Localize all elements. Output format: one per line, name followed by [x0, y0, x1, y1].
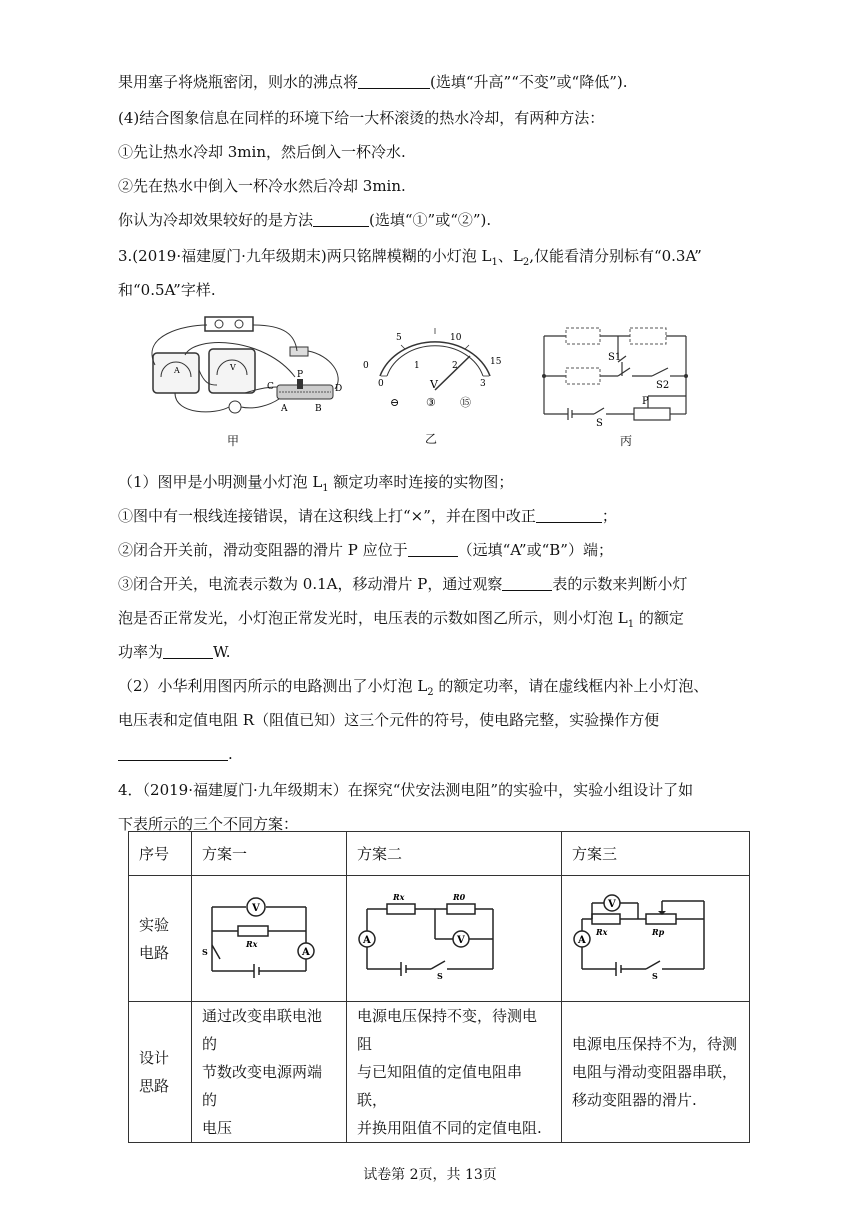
part1-item1 [118, 506, 617, 526]
text: 额定功率时连接的实物图； [328, 473, 514, 491]
idea-cell-3 [562, 1002, 750, 1143]
voltmeter-symbol: V [608, 899, 616, 910]
tick-inner-0: 0 [378, 379, 384, 389]
figure-label-bing: 丙 [620, 434, 633, 448]
table-row-idea [129, 1002, 750, 1143]
text: . [228, 745, 233, 763]
figure-jia-circuit [145, 315, 365, 425]
circuit-cell-2 [347, 876, 562, 1002]
text: 表的示数来判断小灯 [552, 575, 688, 593]
answer-blank[interactable] [358, 74, 430, 89]
part2-line3 [118, 744, 233, 764]
line-boiling [118, 72, 628, 92]
text: （1）图甲是小明测量小灯泡 L [118, 473, 323, 491]
header-cell: 方案三 [562, 832, 750, 876]
label-p: P [297, 370, 304, 380]
tick-5: 5 [396, 333, 402, 343]
text: （远填“A”或“B”）端； [457, 541, 613, 559]
plans-table [128, 831, 750, 1143]
row-head [129, 876, 192, 1002]
text: 与已知阻值的定值电阻串联， [357, 1063, 523, 1109]
svg-text:V: V [230, 363, 236, 372]
label-s1: S1 [608, 352, 622, 363]
tick-inner-3: 3 [480, 379, 486, 389]
text: 果用塞子将烧瓶密闭，则水的沸点将 [118, 73, 359, 91]
text: 功率为 [118, 643, 164, 661]
rx-label: Rx [246, 939, 258, 949]
tick-10: 10 [450, 333, 462, 343]
line-method1: ①先让热水冷却 3min，然后倒入一杯冷水. [118, 143, 406, 161]
text: (选填“①”或“②”). [369, 211, 492, 229]
question-3-line1 [118, 246, 702, 273]
subscript: 2 [522, 257, 530, 268]
terminal-3: ③ [426, 396, 436, 409]
subscript: 1 [627, 619, 635, 630]
text: 泡是否正常发光，小灯泡正常发光时，电压表的示数如图乙所示，则小灯泡 L [118, 609, 628, 627]
question-3-line2: 和“0.5A”字样. [118, 281, 216, 299]
text: 电阻与滑动变阻器串联， [572, 1063, 738, 1081]
text: W. [213, 643, 231, 661]
answer-blank[interactable] [536, 508, 602, 523]
text: ②闭合开关前，滑动变阻器的滑片 P 应位于 [118, 541, 408, 559]
table-header-row [129, 832, 750, 876]
text: 并换用阻值不同的定值电阻. [357, 1119, 542, 1137]
r0-label: R0 [453, 892, 466, 902]
label-c: C [267, 382, 274, 392]
text: 电源电压保持不变，待测电阻 [357, 1007, 538, 1053]
label-s: S [596, 418, 603, 429]
text: 、L [497, 247, 523, 265]
answer-blank[interactable] [502, 576, 552, 591]
part1-item3 [118, 574, 687, 594]
svg-text:A: A [174, 366, 180, 375]
tick-15: 15 [490, 357, 502, 367]
text: （2）小华利用图丙所示的电路测出了小灯泡 L [118, 677, 428, 695]
row-head [129, 1002, 192, 1143]
part2-line2: 电压表和定值电阻 R（阻值已知）这三个元件的符号，使电路完整，实验操作方便 [118, 711, 660, 729]
subscript: 2 [427, 687, 434, 698]
text: ①图中有一根线连接错误，请在这积线上打“×”，并在图中改正 [118, 507, 536, 525]
question-4-line1: 4．（2019·福建厦门·九年级期末）在探究“伏安法测电阻”的实验中，实验小组设计了如 [118, 781, 694, 799]
part1-item2 [118, 540, 613, 560]
text: 移动变阻器的滑片. [572, 1091, 697, 1109]
figure-label-jia: 甲 [227, 434, 240, 448]
rx-label: Rx [596, 927, 608, 937]
part2-line1 [118, 676, 708, 703]
part1-power [118, 642, 231, 662]
ammeter-symbol: A [578, 935, 586, 946]
switch-label: S [652, 971, 658, 981]
voltmeter-symbol: V [252, 903, 260, 914]
label-a: A [281, 404, 288, 414]
voltmeter-symbol: V [457, 935, 465, 946]
subscript: 1 [491, 257, 498, 268]
text: 3.(2019·福建厦门·九年级期末)两只铭牌模糊的小灯泡 L [118, 247, 492, 265]
answer-blank[interactable] [163, 644, 213, 659]
text: ,仅能看清分别标有“0.3A” [529, 247, 702, 265]
text: ③闭合开关，电流表示数为 0.1A，移动滑片 P，通过观察 [118, 575, 503, 593]
rp-label: Rp [652, 927, 665, 937]
text: 通过改变串联电池的 [202, 1007, 323, 1053]
ammeter-symbol: A [363, 935, 371, 946]
figure-label-yi: 乙 [425, 432, 438, 446]
idea-cell-1 [192, 1002, 347, 1143]
answer-blank[interactable] [313, 212, 369, 227]
label-p: P [642, 396, 649, 407]
idea-cell-2 [347, 1002, 562, 1143]
part1-intro [118, 472, 513, 499]
text: 电压 [202, 1119, 233, 1137]
circuit-diagram-3 [572, 889, 722, 979]
header-cell: 方案一 [192, 832, 347, 876]
circuit-cell-1 [192, 876, 347, 1002]
terminal-15: ⑮ [460, 396, 471, 409]
tick-0: 0 [363, 361, 369, 371]
text: ； [601, 507, 617, 525]
header-cell: 序号 [129, 832, 192, 876]
table-row-circuit [129, 876, 750, 1002]
circuit-cell-3 [562, 876, 750, 1002]
label-b: B [315, 404, 322, 414]
label-d: D [335, 384, 343, 394]
text: 你认为冷却效果较好的是方法 [118, 211, 314, 229]
text: 思路 [139, 1077, 170, 1095]
rx-label: Rx [393, 892, 405, 902]
text: 的额定 [634, 609, 684, 627]
line-q4: (4)结合图象信息在同样的环境下给一大杯滚烫的热水冷却，有两种方法： [118, 109, 605, 127]
tick-inner-2: 2 [452, 361, 458, 371]
meter-unit: V [430, 378, 438, 391]
answer-blank[interactable] [408, 542, 458, 557]
text: 的额定功率，请在虚线框内补上小灯泡、 [433, 677, 709, 695]
question-4-line2: 下表所示的三个不同方案： [118, 815, 299, 833]
text: 节数改变电源两端的 [202, 1063, 323, 1109]
text: 电源电压保持不为，待测 [572, 1035, 738, 1053]
text: 实验 [139, 915, 170, 934]
figure-yi-voltmeter [360, 320, 510, 410]
answer-blank[interactable] [118, 746, 228, 761]
label-s2: S2 [656, 380, 670, 391]
ammeter-symbol: A [302, 947, 310, 958]
subscript: 1 [322, 483, 329, 494]
switch-label: S [202, 947, 208, 957]
text: 电路 [139, 943, 170, 962]
header-cell: 方案二 [347, 832, 562, 876]
line-method2: ②先在热水中倒入一杯冷水然后冷却 3min. [118, 177, 406, 195]
circuit-diagram-2 [357, 889, 507, 979]
tick-inner-1: 1 [414, 361, 420, 371]
terminal-neg: ⊖ [390, 396, 400, 409]
circuit-diagram-1 [202, 889, 322, 979]
switch-label: S [437, 971, 443, 981]
figure-bing-circuit [538, 322, 698, 429]
text: 设计 [139, 1049, 170, 1067]
page-footer: 试卷第 2页，共 13页 [363, 1167, 497, 1183]
text: (选填“升高”“不变”或“降低”). [430, 73, 628, 91]
line-method-choice [118, 210, 491, 230]
part1-item3-cont [118, 608, 684, 635]
